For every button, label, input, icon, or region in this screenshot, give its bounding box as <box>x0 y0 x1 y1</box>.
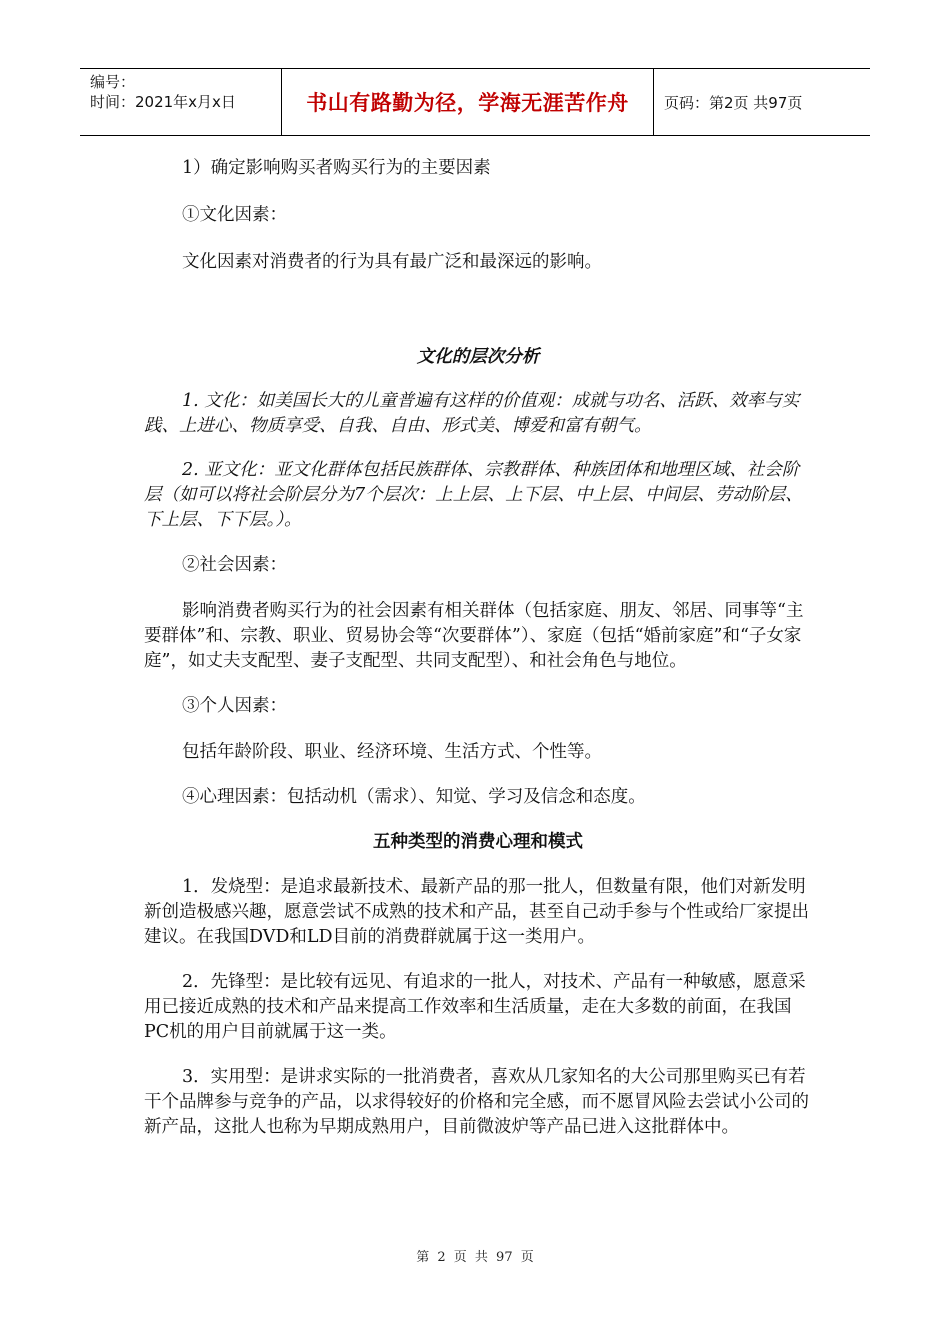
consumer-type-3: 3．实用型：是讲求实际的一批消费者，喜欢从几家知名的大公司那里购买已有若干个品牌参与竞争的产品，以求得较好的价格和完全感，而不愿冒风险去尝试小公司的新产品，这批人也称为早期成熟用户，目前微波炉等产品已进入这批群体中。 <box>144 1067 809 1137</box>
culture-level-2: 2. 亚文化：亚文化群体包括民族群体、宗教群体、种族团体和地理区域、社会阶层（如可以将社会阶层分为7个层次：上上层、上下层、中上层、中间层、劳动阶层、下上层、下下层。）。 <box>144 460 803 530</box>
header-number: 编号： <box>90 73 136 91</box>
culture-levels-title: 文化的层次分析 <box>416 347 540 367</box>
culture-level-1: 1. 文化：如美国长大的儿童普遍有这样的价值观：成就与功名、活跃、效率与实践、上进心、物质享受、自我、自由、形式美、博爱和富有朝气。 <box>144 391 800 436</box>
section-heading-factors: 1）确定影响购买者购买行为的主要因素 <box>182 158 491 178</box>
culture-factor-label: ①文化因素： <box>182 205 287 225</box>
consumer-types-title: 五种类型的消费心理和模式 <box>373 832 583 852</box>
personal-factor-text: 包括年龄阶段、职业、经济环境、生活方式、个性等。 <box>182 742 602 762</box>
social-factor-label: ②社会因素： <box>182 555 287 575</box>
header-time: 时间：2021年x月x日 <box>90 93 236 111</box>
consumer-type-1: 1．发烧型：是追求最新技术、最新产品的那一批人，但数量有限，他们对新发明新创造极感兴趣，愿意尝试不成熟的技术和产品，甚至自己动手参与个性或给厂家提出建议。在我国DVD和LD目前的消费群就属于这一类用户。 <box>144 877 809 947</box>
personal-factor-label: ③个人因素： <box>182 696 287 716</box>
document-body <box>144 152 812 1140</box>
document-header <box>80 68 870 136</box>
header-motto: 书山有路勤为径，学海无涯苦作舟 <box>306 91 629 115</box>
header-page-number: 页码：第2页 共97页 <box>664 93 803 112</box>
social-factor-text: 影响消费者购买行为的社会因素有相关群体（包括家庭、朋友、邻居、同事等“主要群体”和、宗教、职业、贸易协会等“次要群体”）、家庭（包括“婚前家庭”和“子女家庭”，如丈夫支配型、妻子支配型、共同支配型）、和社会角色与地位。 <box>144 601 804 671</box>
header-meta <box>80 69 281 135</box>
header-motto-cell <box>281 69 654 135</box>
consumer-type-2: 2．先锋型：是比较有远见、有追求的一批人，对技术、产品有一种敏感，愿意采用已接近成熟的技术和产品来提高工作效率和生活质量，走在大多数的前面，在我国PC机的用户目前就属于这一类。 <box>144 972 806 1042</box>
psychological-factor-text: ④心理因素：包括动机（需求）、知觉、学习及信念和态度。 <box>182 787 646 807</box>
culture-factor-text: 文化因素对消费者的行为具有最广泛和最深远的影响。 <box>182 252 602 272</box>
header-page-cell <box>654 69 870 135</box>
page-footer: 第 2 页 共 97 页 <box>416 1250 534 1265</box>
